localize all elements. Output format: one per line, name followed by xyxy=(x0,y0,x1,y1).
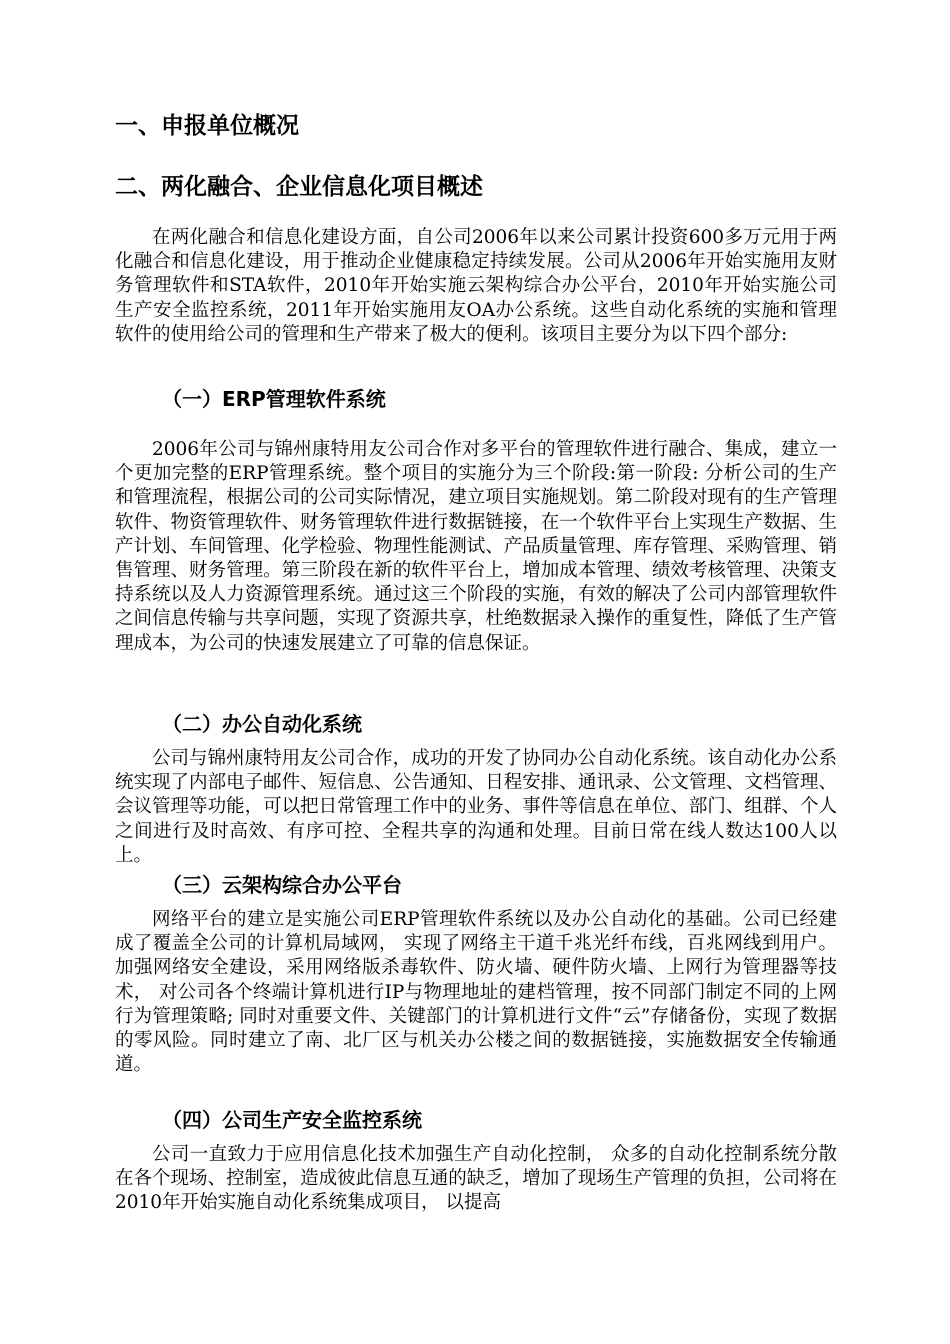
section-title-erp: （一）ERP管理软件系统 xyxy=(162,387,386,411)
intro-paragraph: 在两化融合和信息化建设方面，自公司2006年以来公司累计投资600多万元用于两化融合和信息化建设，用于推动企业健康稳定持续发展。公司从2006年开始实施用友财务管理软件和STA软件，2010年开始实施云架构综合办公平台，2010年开始实施公司生产安全监控系统，2011年开始实施用友OA办公系统。这些自动化系统的实施和管理软件的使用给公司的管理和生产带来了极大的便利。该项目主要分为以下四个部分: xyxy=(115,227,837,345)
heading-project-overview: 二、两化融合、企业信息化项目概述 xyxy=(115,174,483,200)
section-title-office-automation: （二）办公自动化系统 xyxy=(162,712,362,736)
section-body-office-automation: 公司与锦州康特用友公司合作，成功的开发了协同办公自动化系统。该自动化办公系统实现了内部电子邮件、短信息、公告通知、日程安排、通讯录、公文管理、文档管理、会议管理等功能，可以把日常管理工作中的业务、事件等信息在单位、部门、组群、个人之间进行及时高效、有序可控、全程共享的沟通和处理。目前日常在线人数达100人以上。 xyxy=(115,748,837,866)
section-body-erp: 2006年公司与锦州康特用友公司合作对多平台的管理软件进行融合、集成，建立一个更加完整的ERP管理系统。整个项目的实施分为三个阶段:第一阶段: 分析公司的生产和管理流程，根据公司的公司实际情况，建立项目实施规划。第二阶段对现有的生产管理软件、物资管理软件、财务管理软件进行数据链接，在一个软件平台上实现生产数据、生产计划、车间管理、化学检验、物理性能测试、产品质量管理、库存管理、采购管理、销售管理、财务管理。第三阶段在新的软件平台上，增加成本管理、绩效考核管理、决策支持系统以及人力资源管理系统。通过这三个阶段的实施，有效的解决了公司内部管理软件之间信息传输与共享问题，实现了资源共享，杜绝数据录入操作的重复性，降低了生产管理成本，为公司的快速发展建立了可靠的信息保证。 xyxy=(115,439,837,654)
section-title-cloud-platform: （三）云架构综合办公平台 xyxy=(162,873,402,897)
section-title-safety-monitoring: （四）公司生产安全监控系统 xyxy=(162,1108,422,1132)
section-body-cloud-platform: 网络平台的建立是实施公司ERP管理软件系统以及办公自动化的基础。公司已经建成了覆盖全公司的计算机局域网， 实现了网络主干道千兆光纤布线，百兆网线到用户。加强网络安全建设，采用网络版杀毒软件、防火墙、硬件防火墙、上网行为管理器等技术， 对公司各个终端计算机进行IP与物理地址的建档管理，按不同部门制定不同的上网行为管理策略; 同时对重要文件、关键部门的计算机进行文件“云”存储备份，实现了数据的零风险。同时建立了南、北厂区与机关办公楼之间的数据链接，实施数据安全传输通道。 xyxy=(115,909,837,1076)
heading-applicant-overview: 一、申报单位概况 xyxy=(115,113,299,139)
section-body-safety-monitoring: 公司一直致力于应用信息化技术加强生产自动化控制， 众多的自动化控制系统分散在各个现场、控制室，造成彼此信息互通的缺乏，增加了现场生产管理的负担，公司将在2010年开始实施自动化系统集成项目， 以提高 xyxy=(115,1144,837,1214)
